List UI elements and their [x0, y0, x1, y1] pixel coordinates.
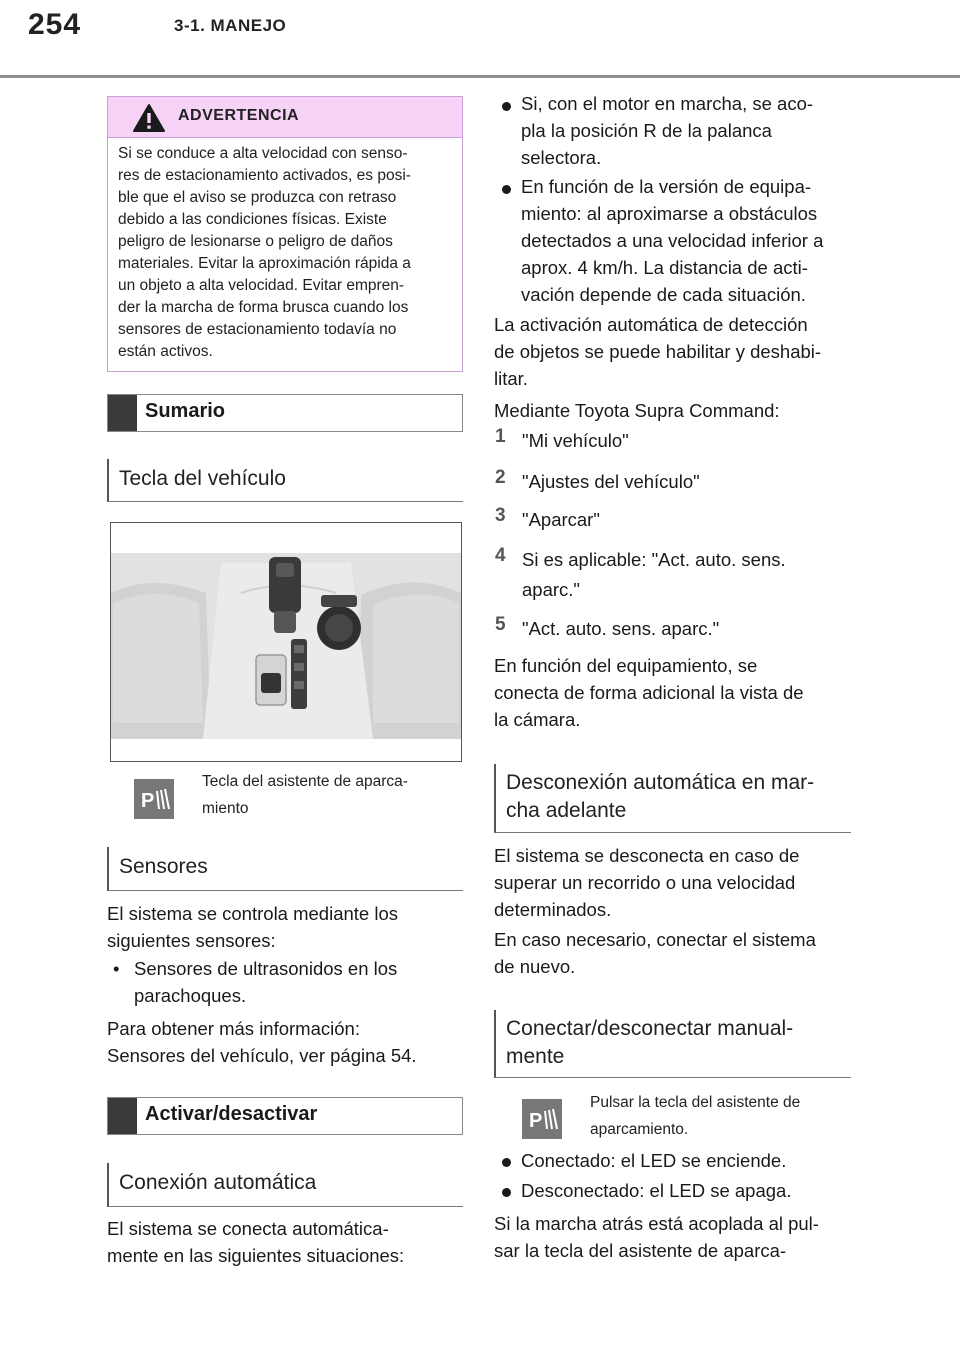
mediante-text: Mediante Toyota Supra Command: — [494, 400, 780, 421]
text-line: aprox. 4 km/h. La distancia de acti- — [521, 257, 808, 278]
caption-line: aparcamiento. — [590, 1121, 689, 1138]
text-line: En función del equipamiento, se — [494, 655, 758, 676]
conectado-text: Conectado: el LED se enciende. — [521, 1150, 787, 1171]
text-line: En función de la versión de equipa- — [521, 176, 812, 197]
bullet-dot — [502, 185, 511, 194]
text-line: mente — [506, 1045, 565, 1068]
text-line: Sensores del vehículo, ver página 54. — [107, 1045, 417, 1066]
text-line: El sistema se controla mediante los — [107, 903, 398, 924]
console-illustration — [110, 522, 462, 762]
text-line: Conectar/desconectar manual- — [506, 1017, 794, 1040]
warning-line: res de estacionamiento activados, es posi- — [118, 167, 411, 184]
pulsar-caption — [590, 1089, 850, 1143]
warning-line: peligro de lesionarse o peligro de daños — [118, 233, 393, 250]
text-line: Sensores de ultrasonidos en los — [134, 958, 398, 979]
page-number: 254 — [28, 8, 82, 41]
text-line: Desconexión automática en mar- — [506, 771, 815, 794]
subheading-text: Sensores — [119, 855, 208, 878]
subheading-text: Conexión automática — [119, 1171, 317, 1194]
subheading-text — [506, 769, 814, 825]
warning-line: sensores de estacionamiento todavía no — [118, 321, 397, 338]
subheading-tecla — [107, 459, 463, 502]
text-line: sar la tecla del asistente de aparca- — [494, 1240, 787, 1261]
section-title: 3-1. MANEJO — [174, 16, 287, 35]
text-line: siguientes sensores: — [107, 930, 276, 951]
warning-title: ADVERTENCIA — [178, 107, 300, 124]
header-rule — [0, 75, 960, 78]
subheading-text — [506, 1015, 793, 1071]
text-line: determinados. — [494, 899, 612, 920]
step-number: 3 — [495, 505, 506, 526]
caption-line: miento — [202, 800, 249, 817]
step-number: 4 — [495, 545, 506, 566]
bullet-motor — [521, 90, 851, 171]
text-line: selectora. — [521, 147, 602, 168]
text-line: miento: al aproximarse a obstáculos — [521, 203, 818, 224]
caption-line: Pulsar la tecla del asistente de — [590, 1094, 801, 1111]
text-line: Si la marcha atrás está acoplada al pul- — [494, 1213, 819, 1234]
text-line: mente en las siguientes situaciones: — [107, 1245, 405, 1266]
caption-line: Tecla del asistente de aparca- — [202, 773, 408, 790]
subheading-desconexion — [494, 764, 851, 833]
warning-line: der la marcha de forma brusca cuando los — [118, 299, 409, 316]
warning-text — [118, 143, 456, 363]
warning-line: están activos. — [118, 343, 213, 360]
svg-text:P: P — [141, 790, 155, 812]
heading-text: Activar/desactivar — [145, 1103, 318, 1125]
text-line: detectados a una velocidad inferior a — [521, 230, 824, 251]
subheading-conexion — [107, 1163, 463, 1207]
bullet-dot — [502, 1188, 511, 1197]
text-line: La activación automática de detección — [494, 314, 808, 335]
warning-triangle-icon — [132, 103, 166, 133]
text-line: superar un recorrido o una velocidad — [494, 872, 796, 893]
warning-line: ble que el aviso se produzca con retraso — [118, 189, 397, 206]
center-console-image — [111, 523, 461, 761]
descon-text — [494, 842, 852, 923]
text-line: Para obtener más información: — [107, 1018, 360, 1039]
activacion-text — [494, 311, 852, 392]
dash-bullet: • — [113, 958, 120, 979]
warning-line: debido a las condiciones físicas. Existe — [118, 211, 387, 228]
text-line: de objetos se puede habilitar y deshabi- — [494, 341, 822, 362]
text-line: la cámara. — [494, 709, 581, 730]
step-text: "Mi vehículo" — [522, 430, 629, 451]
step-text — [522, 546, 852, 603]
text-line: vación depende de cada situación. — [521, 284, 806, 305]
text-line: Si, con el motor en marcha, se aco- — [521, 93, 814, 114]
sensores-bullet — [134, 955, 464, 1009]
bullet-version — [521, 173, 851, 308]
warning-header — [108, 97, 462, 138]
text-line: conecta de forma adicional la vista de — [494, 682, 804, 703]
step-number: 5 — [495, 614, 506, 635]
heading-block — [108, 1098, 137, 1134]
text-line: pla la posición R de la palanca — [521, 120, 772, 141]
heading-block — [108, 395, 137, 431]
text-line: parachoques. — [134, 985, 247, 1006]
warning-box — [107, 96, 463, 372]
heading-text: Sumario — [145, 400, 226, 422]
caso-text — [494, 926, 852, 980]
step-number: 1 — [495, 426, 506, 447]
text-line: litar. — [494, 368, 528, 389]
text-line: El sistema se conecta automática- — [107, 1218, 389, 1239]
subheading-text: Tecla del vehículo — [119, 467, 286, 490]
text-line: cha adelante — [506, 799, 627, 822]
bullet-dot — [502, 1158, 511, 1167]
warning-line: materiales. Evitar la aproximación rápida a — [118, 255, 411, 272]
desconectado-text: Desconectado: el LED se apaga. — [521, 1180, 792, 1201]
warning-line: un objeto a alta velocidad. Evitar empren- — [118, 277, 405, 294]
ultimo-text — [494, 1210, 854, 1264]
sensores-text — [107, 900, 463, 954]
step-text: "Act. auto. sens. aparc." — [522, 618, 720, 639]
parking-assist-icon — [134, 779, 174, 819]
funcion-text — [494, 652, 852, 733]
mas-info-text — [107, 1015, 463, 1069]
svg-text:P: P — [529, 1110, 543, 1132]
text-line: En caso necesario, conectar el sistema — [494, 929, 816, 950]
subheading-sensores — [107, 847, 463, 891]
tecla-caption — [202, 768, 457, 822]
step-number: 2 — [495, 467, 506, 488]
bullet-dot — [502, 102, 511, 111]
heading-sumario — [107, 394, 463, 432]
subheading-manual — [494, 1010, 851, 1078]
parking-assist-icon — [522, 1099, 562, 1139]
text-line: Si es aplicable: "Act. auto. sens. — [522, 549, 786, 570]
text-line: El sistema se desconecta en caso de — [494, 845, 800, 866]
warning-line: Si se conduce a alta velocidad con senso- — [118, 145, 408, 162]
step-text: "Aparcar" — [522, 509, 600, 530]
conexion-text — [107, 1215, 463, 1269]
heading-activar — [107, 1097, 463, 1135]
text-line: aparc." — [522, 579, 580, 600]
text-line: de nuevo. — [494, 956, 576, 977]
step-text: "Ajustes del vehículo" — [522, 471, 700, 492]
